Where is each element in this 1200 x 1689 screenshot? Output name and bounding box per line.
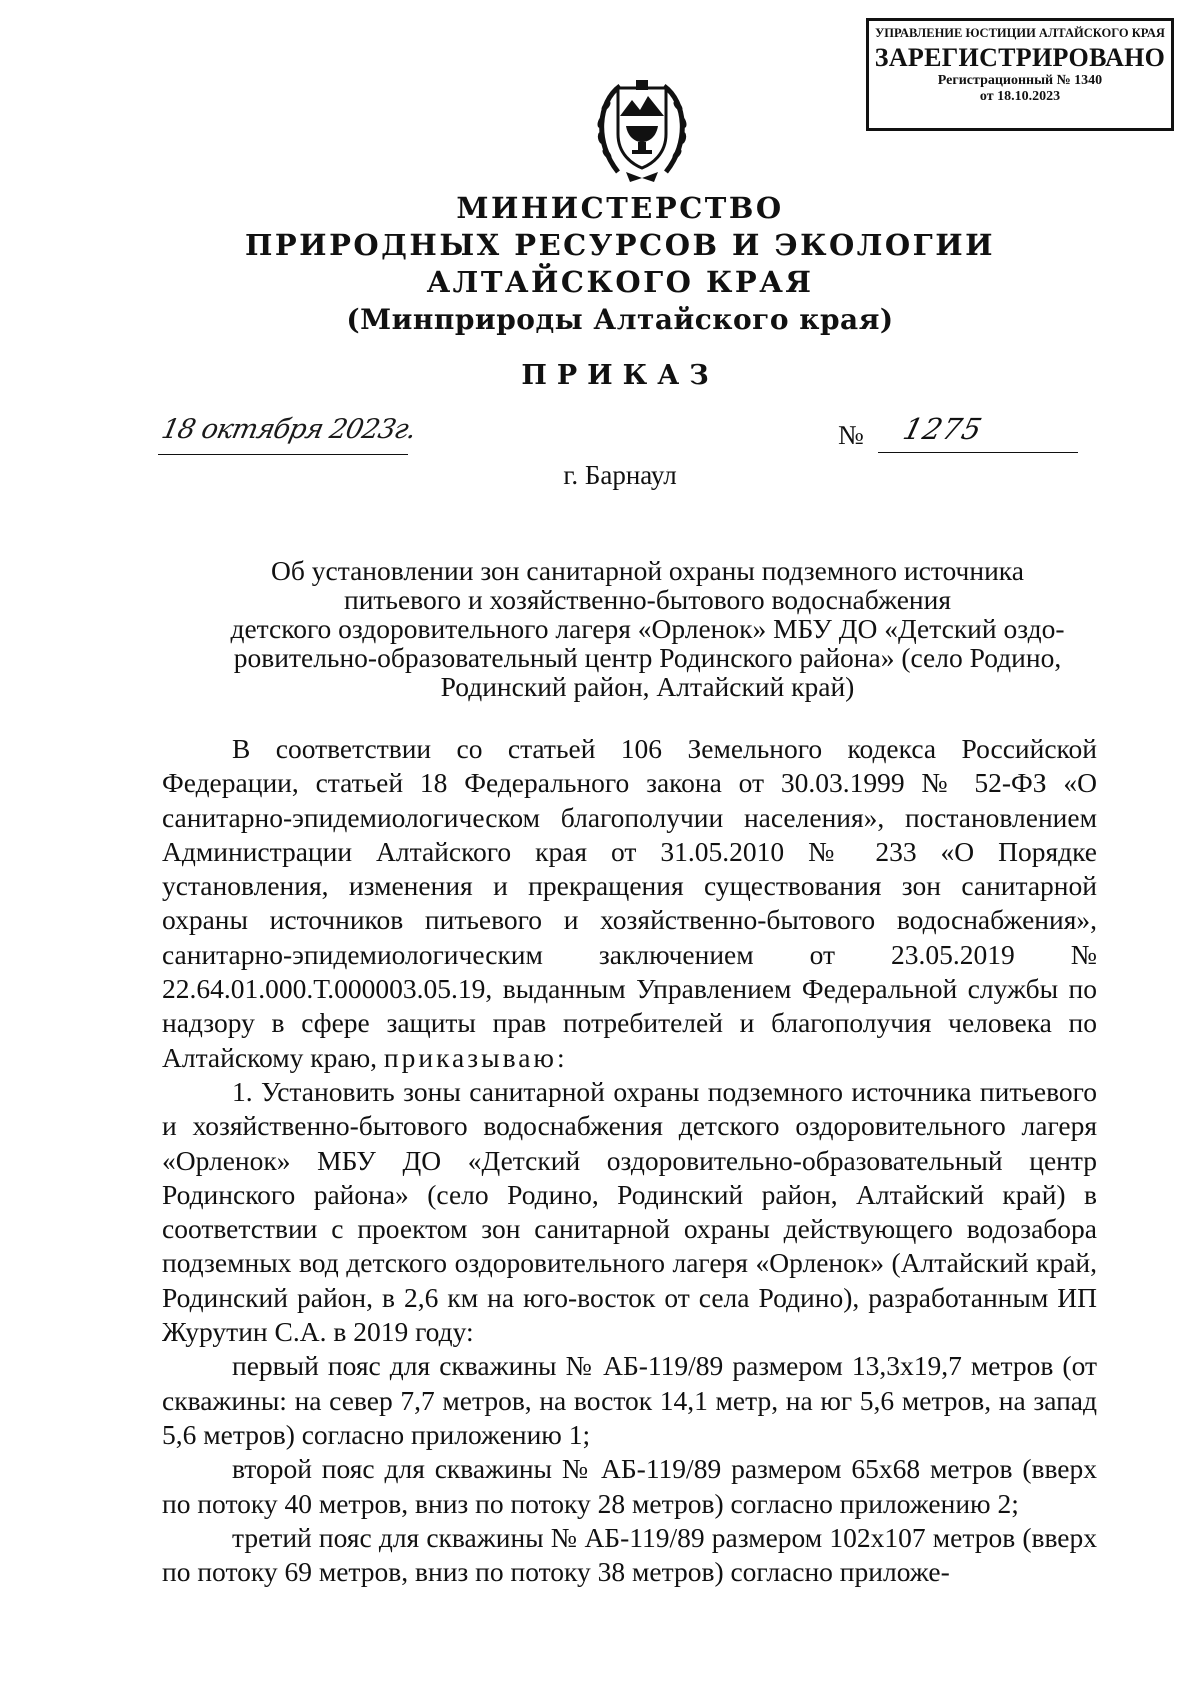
header-line-1: МИНИСТЕРСТВО — [456, 191, 784, 225]
handwritten-number: 1275 — [899, 412, 987, 446]
order-body — [162, 732, 1097, 1589]
subject-line-4: ровительно-образовательный центр Родинского района» (село Родино, — [233, 642, 1062, 673]
subject-line-3: детского оздоровительного лагеря «Орленок» МБУ ДО «Детский оздо- — [230, 613, 1065, 644]
order-date — [158, 414, 418, 456]
handwritten-date: 18 октября 2023г. — [158, 414, 419, 445]
preamble-text: В соответствии со статьей 106 Земельного кодекса Российской Федерации, статьей 18 Федерального закона от 30.03.1999 № 52-ФЗ «О санитарно-эпидемиологическом благополучии населения», постановлением Администрации Алтайского края от 31.05.2010 № 233 «О Порядке установления, изменения и прекращения существования зон санитарной охраны источников питьевого и хозяйственно-бытового водоснабжения», санитарно-эпидемиологическим заключением от 23.05.2019 № 22.64.01.000.Т.000003.05.19, выданным Управлением Федеральной службы по надзору в сфере защиты прав потребителей и благополучия человека по Алтайскому краю, — [162, 733, 1097, 1073]
order-word: приказываю: — [383, 1041, 568, 1073]
altai-krai-coat-of-arms-icon — [590, 72, 694, 186]
registration-stamp — [866, 18, 1174, 131]
body-paragraph-2: 1. Установить зоны санитарной охраны подземного источника питьевого и хозяйственно-бытового водоснабжения детского оздоровительного лагеря «Орленок» МБУ ДО «Детский оздоровительно-образовательный центр Родинского района» (село Родино, Родинский район, Алтайский край) в соответствии с проектом зон санитарной охраны действующего водозабора подземных вод детского оздоровительного лагеря «Орленок» (Алтайский край, Родинский район, в 2,6 км на юго-восток от села Родино), разработанным ИП Журутин С.А. в 2019 году: — [162, 1075, 1097, 1348]
stamp-status: ЗАРЕГИСТРИРОВАНО — [874, 43, 1166, 72]
stamp-organization: УПРАВЛЕНИЕ ЮСТИЦИИ АЛТАЙСКОГО КРАЯ — [875, 26, 1165, 40]
stamp-reg-date: от 18.10.2023 — [979, 89, 1061, 104]
body-paragraph-3: первый пояс для скважины № АБ-119/89 размером 13,3х19,7 метров (от скважины: на север 7,7 метров, на восток 14,1 метр, на юг 5,6 метров, на запад 5,6 метров) согласно приложению 1; — [162, 1350, 1097, 1450]
number-sign: № — [838, 420, 864, 450]
number-underline — [878, 452, 1078, 453]
header-abbreviation: (Минприроды Алтайского края) — [346, 303, 894, 336]
subject-line-1: Об установлении зон санитарной охраны подземного источника — [271, 555, 1024, 586]
body-paragraph-1 — [162, 732, 1097, 1075]
header-line-2: ПРИРОДНЫХ РЕСУРСОВ И ЭКОЛОГИИ — [244, 228, 995, 262]
stamp-reg-number: Регистрационный № 1340 — [937, 73, 1103, 88]
order-number — [838, 412, 1078, 458]
body-paragraph-4: второй пояс для скважины № АБ-119/89 размером 65х68 метров (вверх по потоку 40 метров, вниз по потоку 28 метров) согласно приложению 2; — [162, 1453, 1097, 1519]
body-paragraph-5: третий пояс для скважины № АБ-119/89 размером 102х107 метров (вверх по потоку 69 метров, вниз по потоку 38 метров) согласно приложе- — [162, 1521, 1097, 1588]
header-line-3: АЛТАЙСКОГО КРАЯ — [426, 265, 814, 299]
city: г. Барнаул — [563, 460, 677, 490]
order-subject — [200, 556, 1095, 701]
order-title: ПРИКАЗ — [521, 360, 719, 391]
date-underline — [158, 454, 408, 455]
ministry-header — [200, 190, 1040, 338]
subject-line-5: Родинский район, Алтайский край) — [440, 671, 855, 702]
subject-line-2: питьевого и хозяйственно-бытового водоснабжения — [343, 584, 951, 615]
